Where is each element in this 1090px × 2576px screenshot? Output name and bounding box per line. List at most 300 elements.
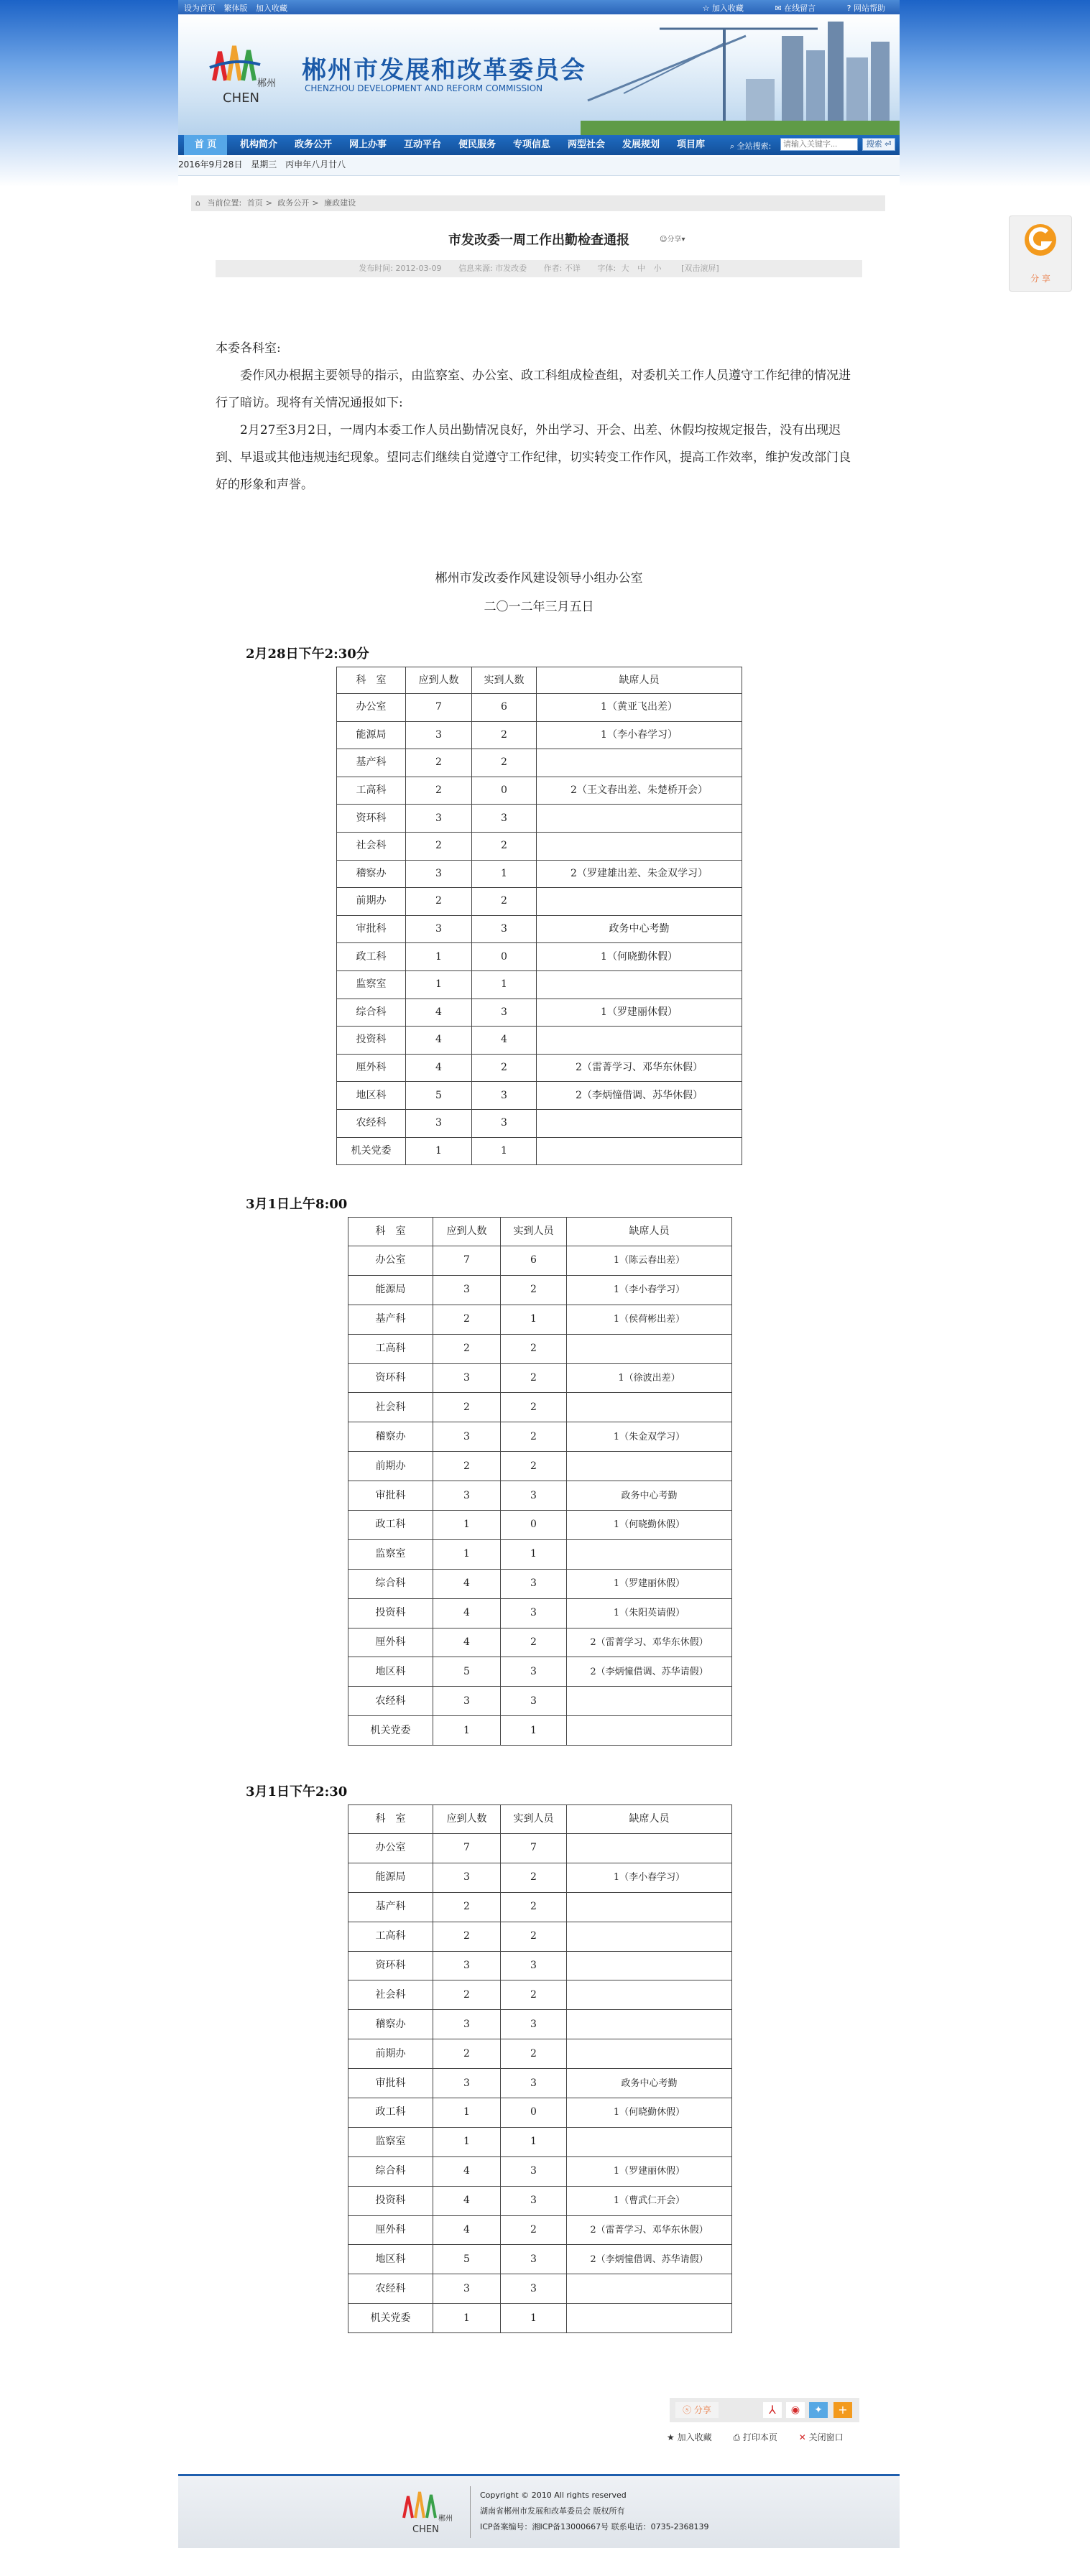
share-bar	[670, 2398, 859, 2422]
table-cell: 0	[501, 1511, 567, 1540]
table-cell: 2	[501, 2215, 567, 2245]
print-button[interactable]: ⎙ 打印本页	[733, 2432, 777, 2442]
table-cell: 3	[501, 2156, 567, 2186]
table-cell: 1	[501, 2304, 567, 2333]
article-meta	[216, 260, 862, 277]
article-greeting: 本委各科室:	[216, 341, 281, 356]
section-heading: 3月1日下午2:30	[246, 1784, 348, 1799]
table-row	[348, 1393, 732, 1422]
nav-item-online-service[interactable]: 网上办事	[349, 139, 387, 150]
table-row	[337, 943, 742, 971]
svg-text:郴州: 郴州	[257, 78, 277, 89]
table-cell: 1	[433, 2098, 501, 2128]
floating-share-widget[interactable]	[1009, 216, 1072, 292]
table-cell: 政工科	[348, 2098, 433, 2128]
table-cell: 3	[501, 1657, 567, 1687]
svg-text:CHEN: CHEN	[223, 91, 259, 106]
table-cell: 3	[472, 1109, 537, 1137]
table-row	[348, 1951, 732, 1980]
table-cell: 稽察办	[348, 2010, 433, 2039]
table-cell: 农经科	[348, 1687, 433, 1716]
table-cell: 5	[406, 1082, 472, 1110]
table-cell: 1（李小春学习）	[537, 721, 742, 749]
table-cell: 3	[501, 2274, 567, 2304]
table-cell: 投资科	[337, 1027, 406, 1055]
table-row	[337, 777, 742, 805]
table-cell: 4	[433, 2215, 501, 2245]
table-cell: 2	[472, 832, 537, 860]
table-cell: 农经科	[348, 2274, 433, 2304]
table-cell: 政务中心考勤	[567, 2069, 732, 2098]
breadcrumb-label: 当前位置:	[207, 198, 242, 208]
pdf-icon[interactable]: ⅄	[763, 2402, 782, 2418]
table-row	[348, 2304, 732, 2333]
top-link[interactable]: 设为首页	[184, 4, 216, 13]
table-row	[348, 1922, 732, 1951]
table-cell	[537, 1137, 742, 1165]
owner: 湖南省郴州市发展和改革委员会 版权所有	[480, 2506, 625, 2516]
table-row	[348, 1363, 732, 1393]
table-cell: 1（徐波出差）	[567, 1363, 732, 1393]
table-row	[348, 1628, 732, 1657]
table-cell: 办公室	[348, 1246, 433, 1276]
table-row	[348, 2186, 732, 2215]
add-favorite-button[interactable]: ★ 加入收藏	[667, 2432, 712, 2442]
table-row	[348, 2245, 732, 2274]
table-row	[348, 2069, 732, 2098]
table-cell: 3	[406, 721, 472, 749]
table-cell: 1	[472, 970, 537, 999]
table-cell: 2	[472, 1054, 537, 1082]
table-cell: 资环科	[348, 1363, 433, 1393]
article-title: 市发改委一周工作出勤检查通报	[448, 233, 629, 248]
site-title: 郴州市发展和改革委员会	[302, 56, 586, 85]
table-row	[348, 2039, 732, 2069]
table-cell: 2（王文春出差、朱楚桥开会）	[537, 777, 742, 805]
page-wrapper	[178, 0, 900, 2576]
table-header-row	[337, 667, 742, 694]
table-cell: 2	[433, 1305, 501, 1334]
table-cell: 稽察办	[337, 860, 406, 888]
nav-item-about[interactable]: 机构简介	[240, 139, 278, 150]
table-cell: 1（朱金双学习）	[567, 1422, 732, 1452]
table-cell: 4	[406, 1054, 472, 1082]
nav-item-home[interactable]: 首 页	[184, 135, 227, 155]
table-cell: 3	[433, 1422, 501, 1452]
table-cell: 1	[472, 1137, 537, 1165]
table-cell: 2	[433, 1922, 501, 1951]
table-cell: 办公室	[337, 694, 406, 722]
table-cell: 2	[433, 1980, 501, 2010]
table-cell: 2（李炳憧借调、苏华请假）	[567, 1657, 732, 1687]
table-cell: 地区科	[348, 1657, 433, 1687]
table-cell: 1	[406, 970, 472, 999]
table-cell: 能源局	[348, 1863, 433, 1892]
table-cell	[537, 1109, 742, 1137]
column-header: 缺席人员	[567, 1218, 732, 1246]
table-cell	[567, 1892, 732, 1922]
table-cell: 1（侯荷彬出差）	[567, 1305, 732, 1334]
close-window-button[interactable]: ✕ 关闭窗口	[798, 2432, 844, 2442]
table-cell: 3	[501, 2069, 567, 2098]
table-cell: 1	[501, 1716, 567, 1746]
column-header: 应到人数	[406, 667, 472, 694]
table-cell: 审批科	[348, 1481, 433, 1511]
table-cell: 3	[433, 1687, 501, 1716]
table-cell: 工高科	[348, 1922, 433, 1951]
table-cell: 2	[501, 1863, 567, 1892]
table-cell: 2	[433, 2039, 501, 2069]
date-gregorian: 2016年9月28日	[178, 159, 243, 170]
table-cell: 3	[472, 999, 537, 1027]
table-row	[348, 2010, 732, 2039]
table-cell: 3	[433, 1863, 501, 1892]
floating-share-label: 分 享	[1030, 274, 1050, 284]
home-icon: ⌂	[195, 198, 200, 208]
column-header: 应到人数	[433, 1218, 501, 1246]
meta-date: 发布时间: 2012-03-09	[359, 264, 442, 273]
table-cell: 6	[472, 694, 537, 722]
table-cell	[537, 888, 742, 916]
meta-author: 作者: 不详	[543, 264, 581, 273]
table-cell: 4	[433, 2186, 501, 2215]
table-cell	[567, 1687, 732, 1716]
table-cell: 3	[472, 915, 537, 943]
table-cell: 资环科	[348, 1951, 433, 1980]
nav-item-public-service[interactable]: 便民服务	[458, 139, 496, 150]
table-cell: 3	[406, 805, 472, 833]
table-cell: 2（雷菁学习、邓华东休假）	[567, 1628, 732, 1657]
table-cell: 基产科	[348, 1305, 433, 1334]
table-cell: 2	[433, 1393, 501, 1422]
top-link[interactable]: 繁体版	[223, 4, 248, 13]
table-cell: 厘外科	[348, 2215, 433, 2245]
header-banner	[178, 14, 900, 135]
table-cell: 2	[501, 2039, 567, 2069]
table-cell	[567, 1716, 732, 1746]
table-row	[348, 1657, 732, 1687]
table-cell: 2	[501, 1422, 567, 1452]
attendance-table	[348, 1217, 732, 1746]
table-cell: 基产科	[337, 749, 406, 777]
table-cell: 7	[433, 1246, 501, 1276]
table-row	[337, 999, 742, 1027]
table-cell: 1（李小春学习）	[567, 1863, 732, 1892]
table-cell: 稽察办	[348, 1422, 433, 1452]
message-link[interactable]: ✉ 在线留言	[775, 4, 816, 13]
meta-source: 信息来源: 市发改委	[458, 264, 527, 273]
table-cell: 资环科	[337, 805, 406, 833]
date-weekday: 星期三	[251, 159, 277, 170]
table-cell: 1	[433, 1716, 501, 1746]
table-cell: 2	[501, 1628, 567, 1657]
table-cell	[537, 805, 742, 833]
signoff-org: 郴州市发改委作风建设领导小组办公室	[435, 571, 643, 585]
scroll-toggle[interactable]: [双击滚屏]	[681, 264, 719, 273]
table-row	[337, 694, 742, 722]
table-header-row	[348, 1218, 732, 1246]
table-cell: 3	[406, 1109, 472, 1137]
table-cell: 2	[433, 1334, 501, 1363]
breadcrumb-gov-affairs[interactable]: 政务公开	[277, 198, 310, 208]
table-row	[337, 1054, 742, 1082]
nav-item-special-info[interactable]: 专项信息	[513, 139, 551, 150]
breadcrumb: ⌂ 当前位置: 首页 > 政务公开 > 廉政建设	[191, 195, 885, 211]
table-cell: 审批科	[337, 915, 406, 943]
table-row	[337, 832, 742, 860]
main-nav	[178, 135, 900, 155]
table-cell: 3	[501, 2010, 567, 2039]
table-cell: 1（何晓勤休假）	[537, 943, 742, 971]
table-cell: 能源局	[348, 1275, 433, 1305]
column-header: 缺席人员	[537, 667, 742, 694]
date-line	[178, 157, 900, 176]
table-row	[348, 1334, 732, 1363]
table-row	[337, 860, 742, 888]
table-cell: 3	[501, 1569, 567, 1598]
table-cell: 2（雷菁学习、邓华东休假）	[567, 2215, 732, 2245]
table-cell: 社会科	[337, 832, 406, 860]
table-cell: 1	[433, 1511, 501, 1540]
share-icon[interactable]: ⓢ 分享	[675, 2402, 719, 2418]
table-cell: 2	[406, 749, 472, 777]
table-row	[348, 2274, 732, 2304]
table-cell: 1（何晓勤休假）	[567, 1511, 732, 1540]
table-cell: 1（罗建丽休假）	[567, 1569, 732, 1598]
article-paragraph: 委作风办根据主要领导的指示，由监察室、办公室、政工科组成检查组，对委机关工作人员遵守工作纪律的情况进行了暗访。现将有关情况通报如下:	[216, 369, 851, 410]
table-cell: 投资科	[348, 1598, 433, 1628]
attendance-table	[336, 667, 742, 1165]
top-bar	[178, 0, 900, 14]
svg-text:CHEN: CHEN	[412, 2524, 439, 2535]
signoff-date: 二〇一二年三月五日	[484, 600, 594, 614]
nav-item-two-type-society[interactable]: 两型社会	[568, 139, 606, 150]
table-cell: 2（李炳憧借调、苏华休假）	[537, 1082, 742, 1110]
column-header: 科 室	[337, 667, 406, 694]
table-cell: 2	[501, 1334, 567, 1363]
search-input[interactable]	[780, 138, 858, 151]
table-cell: 1（曹武仁开会）	[567, 2186, 732, 2215]
table-cell: 0	[501, 2098, 567, 2128]
table-cell	[567, 2274, 732, 2304]
section-heading: 3月1日上午8:00	[246, 1197, 348, 1212]
table-cell: 2	[406, 777, 472, 805]
table-cell: 2	[472, 888, 537, 916]
table-row	[348, 1687, 732, 1716]
table-cell: 机关党委	[348, 2304, 433, 2333]
table-cell: 地区科	[337, 1082, 406, 1110]
table-cell: 3	[501, 1687, 567, 1716]
table-cell: 审批科	[348, 2069, 433, 2098]
table-cell	[567, 2304, 732, 2333]
table-cell: 3	[433, 1951, 501, 1980]
table-row	[348, 1452, 732, 1481]
table-cell: 监察室	[337, 970, 406, 999]
table-cell: 0	[472, 943, 537, 971]
table-cell: 3	[433, 2069, 501, 2098]
table-cell: 2	[501, 1922, 567, 1951]
font-size-medium[interactable]: 中	[637, 264, 646, 273]
table-cell: 投资科	[348, 2186, 433, 2215]
table-row	[348, 1980, 732, 2010]
footer-divider	[470, 2486, 471, 2538]
table-cell: 机关党委	[348, 1716, 433, 1746]
table-row	[348, 1834, 732, 1863]
table-cell: 3	[501, 1598, 567, 1628]
icp-info: ICP备案编号：湘ICP备13000667号 联系电话：0735-2368139	[480, 2522, 709, 2531]
table-row	[348, 2215, 732, 2245]
table-row	[337, 915, 742, 943]
table-cell	[567, 1980, 732, 2010]
table-cell: 基产科	[348, 1892, 433, 1922]
column-header: 科 室	[348, 1805, 433, 1834]
table-cell: 7	[501, 1834, 567, 1863]
column-header: 实到人员	[501, 1218, 567, 1246]
font-size-small[interactable]: 小	[653, 264, 662, 273]
column-header: 实到人员	[501, 1805, 567, 1834]
table-cell: 政务中心考勤	[567, 1481, 732, 1511]
more-icon[interactable]: +	[833, 2402, 852, 2418]
column-header: 科 室	[348, 1218, 433, 1246]
nav-item-planning[interactable]: 发展规划	[622, 139, 660, 150]
nav-item-projects[interactable]: 项目库	[677, 139, 706, 150]
table-row	[348, 1539, 732, 1569]
table-cell: 能源局	[337, 721, 406, 749]
table-cell: 2（李炳憧借调、苏华请假）	[567, 2245, 732, 2274]
table-row	[337, 749, 742, 777]
table-row	[348, 2156, 732, 2186]
weibo-icon[interactable]: ◉	[786, 2402, 805, 2418]
table-cell: 5	[433, 1657, 501, 1687]
table-cell: 社会科	[348, 1393, 433, 1422]
table-cell: 3	[433, 1275, 501, 1305]
table-cell	[567, 1922, 732, 1951]
table-cell: 前期办	[348, 1452, 433, 1481]
city-skyline-image	[581, 14, 900, 135]
svg-text:郴州: 郴州	[438, 2515, 453, 2523]
table-cell: 2	[406, 832, 472, 860]
table-cell: 1	[472, 860, 537, 888]
table-cell: 3	[433, 2010, 501, 2039]
table-cell: 2	[501, 1363, 567, 1393]
table-row	[348, 1716, 732, 1746]
top-link[interactable]: 加入收藏	[256, 4, 287, 13]
site-logo[interactable]	[204, 36, 283, 108]
table-cell: 1	[501, 2127, 567, 2156]
footer-text	[480, 2488, 709, 2535]
table-cell: 政工科	[337, 943, 406, 971]
table-cell: 地区科	[348, 2245, 433, 2274]
table-cell: 厘外科	[337, 1054, 406, 1082]
table-row	[337, 1082, 742, 1110]
table-cell: 1	[433, 1539, 501, 1569]
help-link[interactable]: ? 网站帮助	[846, 4, 885, 13]
add-favorite-link[interactable]: ☆ 加入收藏	[702, 4, 744, 13]
table-cell: 2	[501, 1275, 567, 1305]
table-cell: 4	[406, 999, 472, 1027]
table-cell: 3	[433, 1481, 501, 1511]
column-header: 缺席人员	[567, 1805, 732, 1834]
table-cell: 7	[433, 1834, 501, 1863]
table-row	[337, 1137, 742, 1165]
breadcrumb-clean-gov[interactable]: 廉政建设	[324, 198, 356, 208]
table-cell: 2	[433, 1892, 501, 1922]
table-row	[337, 1109, 742, 1137]
table-cell	[567, 2039, 732, 2069]
table-cell: 3	[406, 860, 472, 888]
table-cell	[537, 749, 742, 777]
table-row	[337, 1027, 742, 1055]
table-cell: 政务中心考勤	[537, 915, 742, 943]
nav-item-interaction[interactable]: 互动平台	[404, 139, 442, 150]
table-cell: 2	[501, 1892, 567, 1922]
table-cell	[537, 970, 742, 999]
table-row	[348, 2098, 732, 2128]
table-cell: 1（黄亚飞出差）	[537, 694, 742, 722]
table-cell: 4	[406, 1027, 472, 1055]
share-logo-icon	[1022, 222, 1058, 258]
table-cell: 1	[406, 1137, 472, 1165]
table-cell: 2	[406, 888, 472, 916]
table-cell: 4	[472, 1027, 537, 1055]
table-cell: 3	[472, 805, 537, 833]
article-share-button[interactable]: ☺分享▾	[660, 236, 685, 244]
table-cell: 4	[433, 1598, 501, 1628]
table-row	[348, 1892, 732, 1922]
table-cell: 1	[501, 1305, 567, 1334]
table-cell: 1（陈云春出差）	[567, 1246, 732, 1276]
top-links	[184, 2, 293, 14]
table-cell: 前期办	[337, 888, 406, 916]
table-cell: 2	[501, 1393, 567, 1422]
table-cell	[537, 1027, 742, 1055]
site-subtitle: CHENZHOU DEVELOPMENT AND REFORM COMMISSION	[305, 83, 543, 93]
table-row	[348, 1422, 732, 1452]
search-button[interactable]: 搜索 ⏎	[862, 138, 895, 151]
table-cell: 5	[433, 2245, 501, 2274]
table-cell: 工高科	[337, 777, 406, 805]
article-paragraph: 2月27至3月2日，一周内本委工作人员出勤情况良好，外出学习、开会、出差、休假均按规定报告，没有出现迟到、早退或其他违规违纪现象。望同志们继续自觉遵守工作纪律，切实转变工作作风，提高工作效率，维护发改部门良好的形象和声誉。	[216, 423, 851, 492]
article-body	[216, 335, 862, 499]
table-cell: 社会科	[348, 1980, 433, 2010]
table-cell: 1	[433, 2127, 501, 2156]
table-cell: 前期办	[348, 2039, 433, 2069]
table-cell: 3	[501, 1481, 567, 1511]
table-header-row	[348, 1805, 732, 1834]
table-row	[348, 1598, 732, 1628]
table-row	[348, 1569, 732, 1598]
column-header: 应到人数	[433, 1805, 501, 1834]
table-cell: 监察室	[348, 1539, 433, 1569]
table-cell: 2（雷菁学习、邓华东休假）	[537, 1054, 742, 1082]
breadcrumb-home[interactable]: 首页	[246, 198, 263, 208]
table-row	[348, 1246, 732, 1276]
nav-item-gov-affairs[interactable]: 政务公开	[295, 139, 333, 150]
font-size-large[interactable]: 大	[621, 264, 629, 273]
table-row	[337, 805, 742, 833]
table-cell	[567, 1539, 732, 1569]
table-cell: 1	[433, 2304, 501, 2333]
table-row	[348, 1511, 732, 1540]
table-cell: 4	[433, 1569, 501, 1598]
table-cell: 3	[501, 2186, 567, 2215]
table-cell: 综合科	[348, 2156, 433, 2186]
table-cell: 3	[472, 1082, 537, 1110]
table-cell: 1	[501, 1539, 567, 1569]
article-tools	[667, 2431, 862, 2443]
qzone-icon[interactable]: ✦	[809, 2402, 828, 2418]
table-row	[337, 970, 742, 999]
